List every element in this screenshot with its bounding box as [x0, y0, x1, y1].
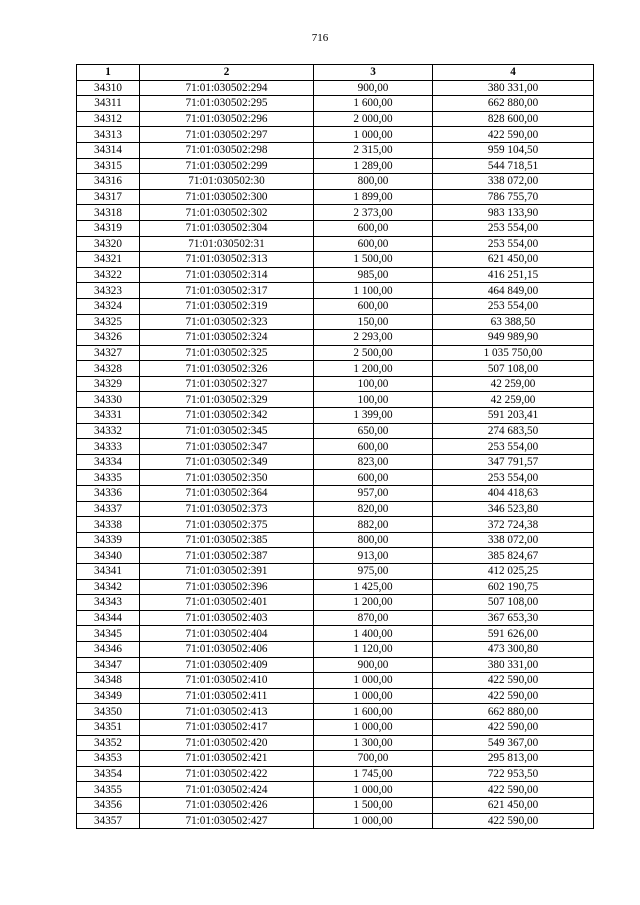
value-cell: 42 259,00: [433, 376, 594, 392]
row-number-cell: 34351: [77, 719, 140, 735]
value-cell: 253 554,00: [433, 298, 594, 314]
area-cell: 150,00: [314, 314, 433, 330]
value-cell: 385 824,67: [433, 548, 594, 564]
area-cell: 2 293,00: [314, 330, 433, 346]
table-row: [77, 96, 594, 112]
row-number-cell: 34330: [77, 392, 140, 408]
cadastral-number-cell: 71:01:030502:373: [140, 501, 314, 517]
cadastral-number-cell: 71:01:030502:298: [140, 142, 314, 158]
value-cell: 253 554,00: [433, 470, 594, 486]
area-cell: 800,00: [314, 174, 433, 190]
table-row: [77, 470, 594, 486]
row-number-cell: 34355: [77, 782, 140, 798]
area-cell: 1 399,00: [314, 408, 433, 424]
row-number-cell: 34354: [77, 766, 140, 782]
row-number-cell: 34326: [77, 330, 140, 346]
row-number-cell: 34319: [77, 220, 140, 236]
area-cell: 1 500,00: [314, 797, 433, 813]
table-row: [77, 797, 594, 813]
cadastral-number-cell: 71:01:030502:325: [140, 345, 314, 361]
value-cell: 544 718,51: [433, 158, 594, 174]
column-header-4: 4: [433, 65, 594, 81]
row-number-cell: 34336: [77, 486, 140, 502]
table-row: [77, 517, 594, 533]
area-cell: 1 289,00: [314, 158, 433, 174]
row-number-cell: 34356: [77, 797, 140, 813]
area-cell: 600,00: [314, 236, 433, 252]
table-row: [77, 361, 594, 377]
area-cell: 1 000,00: [314, 688, 433, 704]
table-row: [77, 158, 594, 174]
area-cell: 975,00: [314, 564, 433, 580]
value-cell: 412 025,25: [433, 564, 594, 580]
value-cell: 295 813,00: [433, 751, 594, 767]
row-number-cell: 34314: [77, 142, 140, 158]
table-row: [77, 532, 594, 548]
page-number: 716: [311, 32, 329, 44]
value-cell: 422 590,00: [433, 813, 594, 829]
value-cell: 253 554,00: [433, 439, 594, 455]
area-cell: 1 899,00: [314, 189, 433, 205]
row-number-cell: 34313: [77, 127, 140, 143]
cadastral-number-cell: 71:01:030502:295: [140, 96, 314, 112]
row-number-cell: 34346: [77, 641, 140, 657]
row-number-cell: 34337: [77, 501, 140, 517]
value-cell: 662 880,00: [433, 704, 594, 720]
area-cell: 100,00: [314, 392, 433, 408]
cadastral-number-cell: 71:01:030502:294: [140, 80, 314, 96]
table-row: [77, 283, 594, 299]
value-cell: 722 953,50: [433, 766, 594, 782]
cadastral-number-cell: 71:01:030502:31: [140, 236, 314, 252]
value-cell: 63 388,50: [433, 314, 594, 330]
row-number-cell: 34345: [77, 626, 140, 642]
cadastral-number-cell: 71:01:030502:375: [140, 517, 314, 533]
cadastral-number-cell: 71:01:030502:324: [140, 330, 314, 346]
row-number-cell: 34343: [77, 595, 140, 611]
cadastral-number-cell: 71:01:030502:30: [140, 174, 314, 190]
area-cell: 913,00: [314, 548, 433, 564]
value-cell: 372 724,38: [433, 517, 594, 533]
row-number-cell: 34310: [77, 80, 140, 96]
cadastral-number-cell: 71:01:030502:420: [140, 735, 314, 751]
table-row: [77, 392, 594, 408]
area-cell: 1 300,00: [314, 735, 433, 751]
row-number-cell: 34344: [77, 610, 140, 626]
cadastral-number-cell: 71:01:030502:424: [140, 782, 314, 798]
table-row: [77, 376, 594, 392]
row-number-cell: 34334: [77, 454, 140, 470]
row-number-cell: 34315: [77, 158, 140, 174]
cadastral-number-cell: 71:01:030502:364: [140, 486, 314, 502]
cadastral-number-cell: 71:01:030502:396: [140, 579, 314, 595]
cadastral-number-cell: 71:01:030502:409: [140, 657, 314, 673]
value-cell: 983 133,90: [433, 205, 594, 221]
area-cell: 1 000,00: [314, 127, 433, 143]
table-row: [77, 205, 594, 221]
cadastral-number-cell: 71:01:030502:426: [140, 797, 314, 813]
row-number-cell: 34349: [77, 688, 140, 704]
table-row: [77, 626, 594, 642]
table-row: [77, 766, 594, 782]
table-header-row: [77, 65, 594, 81]
row-number-cell: 34321: [77, 252, 140, 268]
area-cell: 1 100,00: [314, 283, 433, 299]
column-header-3: 3: [314, 65, 433, 81]
value-cell: 422 590,00: [433, 673, 594, 689]
area-cell: 800,00: [314, 532, 433, 548]
cadastral-number-cell: 71:01:030502:411: [140, 688, 314, 704]
cadastral-number-cell: 71:01:030502:327: [140, 376, 314, 392]
row-number-cell: 34325: [77, 314, 140, 330]
cadastral-number-cell: 71:01:030502:345: [140, 423, 314, 439]
value-cell: 959 104,50: [433, 142, 594, 158]
value-cell: 473 300,80: [433, 641, 594, 657]
table-row: [77, 314, 594, 330]
table-row: [77, 548, 594, 564]
cadastral-number-cell: 71:01:030502:403: [140, 610, 314, 626]
value-cell: 422 590,00: [433, 782, 594, 798]
cadastral-number-cell: 71:01:030502:421: [140, 751, 314, 767]
value-cell: 422 590,00: [433, 719, 594, 735]
value-cell: 367 653,30: [433, 610, 594, 626]
table-row: [77, 330, 594, 346]
value-cell: 549 367,00: [433, 735, 594, 751]
cadastral-number-cell: 71:01:030502:296: [140, 111, 314, 127]
row-number-cell: 34347: [77, 657, 140, 673]
row-number-cell: 34341: [77, 564, 140, 580]
area-cell: 820,00: [314, 501, 433, 517]
area-cell: 1 600,00: [314, 704, 433, 720]
table-row: [77, 127, 594, 143]
value-cell: 274 683,50: [433, 423, 594, 439]
table-row: [77, 751, 594, 767]
value-cell: 253 554,00: [433, 220, 594, 236]
cadastral-number-cell: 71:01:030502:422: [140, 766, 314, 782]
table-body: [77, 80, 594, 829]
value-cell: 602 190,75: [433, 579, 594, 595]
row-number-cell: 34312: [77, 111, 140, 127]
table-row: [77, 719, 594, 735]
area-cell: 1 425,00: [314, 579, 433, 595]
table-row: [77, 486, 594, 502]
area-cell: 2 000,00: [314, 111, 433, 127]
cadastral-number-cell: 71:01:030502:417: [140, 719, 314, 735]
table-row: [77, 704, 594, 720]
area-cell: 1 120,00: [314, 641, 433, 657]
table-row: [77, 501, 594, 517]
area-cell: 1 000,00: [314, 673, 433, 689]
value-cell: 422 590,00: [433, 127, 594, 143]
area-cell: 2 373,00: [314, 205, 433, 221]
area-cell: 957,00: [314, 486, 433, 502]
row-number-cell: 34340: [77, 548, 140, 564]
area-cell: 2 315,00: [314, 142, 433, 158]
value-cell: 346 523,80: [433, 501, 594, 517]
area-cell: 100,00: [314, 376, 433, 392]
value-cell: 621 450,00: [433, 252, 594, 268]
area-cell: 900,00: [314, 657, 433, 673]
area-cell: 1 500,00: [314, 252, 433, 268]
table-row: [77, 298, 594, 314]
cadastral-number-cell: 71:01:030502:350: [140, 470, 314, 486]
row-number-cell: 34333: [77, 439, 140, 455]
table-row: [77, 454, 594, 470]
value-cell: 347 791,57: [433, 454, 594, 470]
cadastral-number-cell: 71:01:030502:410: [140, 673, 314, 689]
value-cell: 1 035 750,00: [433, 345, 594, 361]
value-cell: 507 108,00: [433, 361, 594, 377]
cadastral-number-cell: 71:01:030502:349: [140, 454, 314, 470]
row-number-cell: 34331: [77, 408, 140, 424]
area-cell: 1 000,00: [314, 813, 433, 829]
table-row: [77, 142, 594, 158]
row-number-cell: 34311: [77, 96, 140, 112]
cadastral-number-cell: 71:01:030502:299: [140, 158, 314, 174]
table-row: [77, 408, 594, 424]
cadastral-number-cell: 71:01:030502:302: [140, 205, 314, 221]
value-cell: 404 418,63: [433, 486, 594, 502]
area-cell: 900,00: [314, 80, 433, 96]
area-cell: 1 000,00: [314, 782, 433, 798]
value-cell: 422 590,00: [433, 688, 594, 704]
row-number-cell: 34320: [77, 236, 140, 252]
area-cell: 985,00: [314, 267, 433, 283]
table-row: [77, 80, 594, 96]
area-cell: 2 500,00: [314, 345, 433, 361]
table-row: [77, 267, 594, 283]
table-row: [77, 345, 594, 361]
table-row: [77, 813, 594, 829]
area-cell: 870,00: [314, 610, 433, 626]
value-cell: 42 259,00: [433, 392, 594, 408]
area-cell: 650,00: [314, 423, 433, 439]
value-cell: 949 989,90: [433, 330, 594, 346]
value-cell: 621 450,00: [433, 797, 594, 813]
value-cell: 786 755,70: [433, 189, 594, 205]
cadastral-number-cell: 71:01:030502:342: [140, 408, 314, 424]
area-cell: 600,00: [314, 298, 433, 314]
cadastral-number-cell: 71:01:030502:323: [140, 314, 314, 330]
cadastral-number-cell: 71:01:030502:317: [140, 283, 314, 299]
row-number-cell: 34350: [77, 704, 140, 720]
value-cell: 591 626,00: [433, 626, 594, 642]
table-row: [77, 735, 594, 751]
table-row: [77, 641, 594, 657]
row-number-cell: 34357: [77, 813, 140, 829]
table-row: [77, 189, 594, 205]
table-row: [77, 595, 594, 611]
row-number-cell: 34335: [77, 470, 140, 486]
row-number-cell: 34339: [77, 532, 140, 548]
cadastral-number-cell: 71:01:030502:297: [140, 127, 314, 143]
table-row: [77, 782, 594, 798]
value-cell: 380 331,00: [433, 80, 594, 96]
area-cell: 600,00: [314, 439, 433, 455]
value-cell: 591 203,41: [433, 408, 594, 424]
cadastral-number-cell: 71:01:030502:427: [140, 813, 314, 829]
cadastral-number-cell: 71:01:030502:413: [140, 704, 314, 720]
cadastral-number-cell: 71:01:030502:401: [140, 595, 314, 611]
area-cell: 1 200,00: [314, 361, 433, 377]
table-row: [77, 610, 594, 626]
column-header-2: 2: [140, 65, 314, 81]
table-row: [77, 220, 594, 236]
table-row: [77, 657, 594, 673]
row-number-cell: 34328: [77, 361, 140, 377]
cadastral-number-cell: 71:01:030502:385: [140, 532, 314, 548]
table-row: [77, 111, 594, 127]
row-number-cell: 34323: [77, 283, 140, 299]
registry-table: [76, 64, 594, 829]
area-cell: 600,00: [314, 470, 433, 486]
row-number-cell: 34324: [77, 298, 140, 314]
area-cell: 1 745,00: [314, 766, 433, 782]
row-number-cell: 34342: [77, 579, 140, 595]
area-cell: 1 000,00: [314, 719, 433, 735]
cadastral-number-cell: 71:01:030502:326: [140, 361, 314, 377]
area-cell: 700,00: [314, 751, 433, 767]
row-number-cell: 34352: [77, 735, 140, 751]
table-row: [77, 423, 594, 439]
cadastral-number-cell: 71:01:030502:300: [140, 189, 314, 205]
table-row: [77, 564, 594, 580]
value-cell: 380 331,00: [433, 657, 594, 673]
cadastral-number-cell: 71:01:030502:347: [140, 439, 314, 455]
table-row: [77, 673, 594, 689]
cadastral-number-cell: 71:01:030502:329: [140, 392, 314, 408]
cadastral-number-cell: 71:01:030502:391: [140, 564, 314, 580]
row-number-cell: 34317: [77, 189, 140, 205]
row-number-cell: 34327: [77, 345, 140, 361]
value-cell: 662 880,00: [433, 96, 594, 112]
value-cell: 338 072,00: [433, 174, 594, 190]
area-cell: 823,00: [314, 454, 433, 470]
cadastral-number-cell: 71:01:030502:314: [140, 267, 314, 283]
area-cell: 600,00: [314, 220, 433, 236]
cadastral-number-cell: 71:01:030502:404: [140, 626, 314, 642]
row-number-cell: 34316: [77, 174, 140, 190]
cadastral-number-cell: 71:01:030502:304: [140, 220, 314, 236]
row-number-cell: 34338: [77, 517, 140, 533]
value-cell: 338 072,00: [433, 532, 594, 548]
table-row: [77, 579, 594, 595]
cadastral-number-cell: 71:01:030502:406: [140, 641, 314, 657]
value-cell: 507 108,00: [433, 595, 594, 611]
value-cell: 464 849,00: [433, 283, 594, 299]
value-cell: 828 600,00: [433, 111, 594, 127]
row-number-cell: 34353: [77, 751, 140, 767]
table-row: [77, 252, 594, 268]
cadastral-number-cell: 71:01:030502:319: [140, 298, 314, 314]
value-cell: 253 554,00: [433, 236, 594, 252]
area-cell: 1 600,00: [314, 96, 433, 112]
column-header-1: 1: [77, 65, 140, 81]
area-cell: 1 400,00: [314, 626, 433, 642]
cadastral-number-cell: 71:01:030502:387: [140, 548, 314, 564]
table-row: [77, 688, 594, 704]
row-number-cell: 34322: [77, 267, 140, 283]
area-cell: 882,00: [314, 517, 433, 533]
area-cell: 1 200,00: [314, 595, 433, 611]
table-row: [77, 236, 594, 252]
row-number-cell: 34318: [77, 205, 140, 221]
table-row: [77, 174, 594, 190]
value-cell: 416 251,15: [433, 267, 594, 283]
cadastral-number-cell: 71:01:030502:313: [140, 252, 314, 268]
row-number-cell: 34329: [77, 376, 140, 392]
table-row: [77, 439, 594, 455]
row-number-cell: 34332: [77, 423, 140, 439]
row-number-cell: 34348: [77, 673, 140, 689]
